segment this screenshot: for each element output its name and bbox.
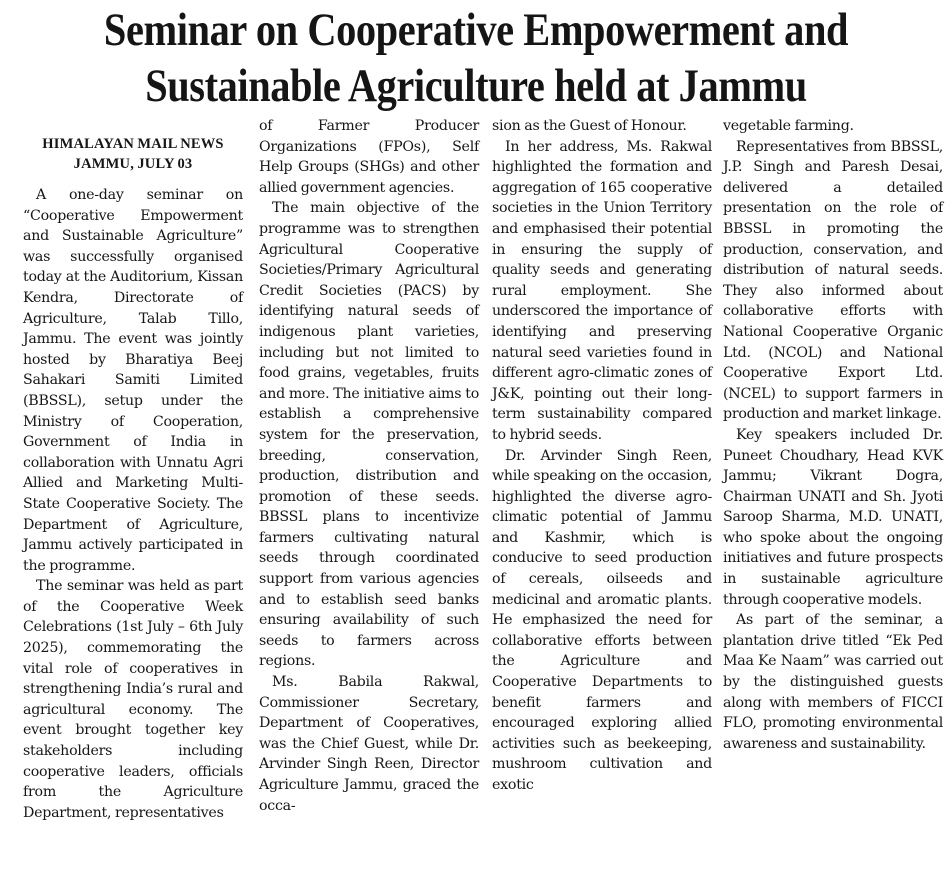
paragraph: Key speakers included Dr. Puneet Choudhary, Head KVK Jammu; Vikrant Dogra, Chairman UNATI and Sh. Jyoti Saroop Sharma, M.D. UNATI, who spoke about the ongoing initiatives and future prospects in sustainable agriculture through cooperative models. bbox=[723, 426, 943, 608]
paragraph: of Farmer Producer Organizations (FPOs), Self Help Groups (SHGs) and other allied government agencies. bbox=[259, 118, 479, 196]
paragraph: The main objective of the programme was to strengthen Agricultural Cooperative Societies/Primary Agricultural Credit Societies (PACS) by identifying natural seeds of indigenous plant varieties, including but not limited to food grains, vegetables, fruits and more. The initiative aims to establish a comprehensive system for the preservation, breeding, conservation, production, distribution and promotion of these seeds. BBSSL plans to incentivize farmers cultivating natural seeds through coordinated support from various agencies and to establish seed banks ensuring availability of such seeds to farmers across regions. bbox=[259, 200, 479, 670]
byline bbox=[23, 134, 243, 174]
headline bbox=[67, 2, 886, 114]
paragraph: Ms. Babila Rakwal, Commissioner Secretary, Department of Cooperatives, was the Chief Guest, while Dr. Arvinder Singh Reen, Director Agriculture Jammu, graced the occa- bbox=[259, 674, 479, 814]
paragraph: sion as the Guest of Honour. bbox=[492, 118, 687, 134]
paragraph: In her address, Ms. Rakwal highlighted the formation and aggregation of 165 cooperative societies in the Union Territory and emphasised their potential in ensuring the supply of quality seeds and generating rural employment. She underscored the importance of identifying and preserving natural seed varieties found in different agro-climatic zones of J&K, pointing out their long-term sustainability compared to hybrid seeds. bbox=[492, 138, 712, 443]
article-column-1 bbox=[23, 134, 243, 823]
headline-line-2: Sustainable Agriculture held at Jammu bbox=[145, 60, 807, 112]
paragraph: A one-day seminar on “Cooperative Empowerment and Sustainable Agriculture” was successfully organised today at the Auditorium, Kissan Kendra, Directorate of Agriculture, Talab Tillo, Jammu. The event was jointly hosted by Bharatiya Beej Sahakari Samiti Limited (BBSSL), setup under the Ministry of Cooperation, Government of India in collaboration with Unnatu Agri Allied and Marketing Multi-State Cooperative Society. The Department of Agriculture, Jammu actively participated in the programme. bbox=[23, 187, 243, 574]
article-column-2 bbox=[259, 116, 479, 816]
paragraph: The seminar was held as part of the Cooperative Week Celebrations (1st July – 6th July 2025), commemorating the vital role of cooperatives in strengthening India’s rural and agricultural economy. The event brought together key stakeholders including cooperative leaders, officials from the Agriculture Department, representatives bbox=[23, 578, 243, 821]
byline-dateline: JAMMU, JULY 03 bbox=[73, 156, 193, 172]
article-column-3 bbox=[492, 116, 712, 796]
paragraph: Representatives from BBSSL, J.P. Singh and Paresh Desai, delivered a detailed presentation on the role of BBSSL in promoting the production, conservation, and distribution of natural seeds. They also informed about collaborative efforts with National Cooperative Organic Ltd. (NCOL) and National Cooperative Export Ltd. (NCEL) to support farmers in production and market linkage. bbox=[723, 138, 943, 423]
paragraph: As part of the seminar, a plantation drive titled “Ek Ped Maa Ke Naam” was carried out by the distinguished guests along with members of FICCI FLO, promoting environmental awareness and sustainability. bbox=[723, 612, 943, 752]
paragraph: vegetable farming. bbox=[723, 118, 854, 134]
byline-source: HIMALAYAN MAIL NEWS bbox=[42, 136, 224, 152]
article-column-4 bbox=[723, 116, 943, 754]
paragraph: Dr. Arvinder Singh Reen, while speaking on the occasion, highlighted the diverse agro-climatic potential of Jammu and Kashmir, which is conducive to seed production of cereals, oilseeds and medicinal and aromatic plants. He emphasized the need for collaborative efforts between the Agriculture and Cooperative Departments to benefit farmers and encouraged exploring allied activities such as beekeeping, mushroom cultivation and exotic bbox=[492, 447, 712, 793]
headline-line-1: Seminar on Cooperative Empowerment and bbox=[103, 4, 849, 56]
